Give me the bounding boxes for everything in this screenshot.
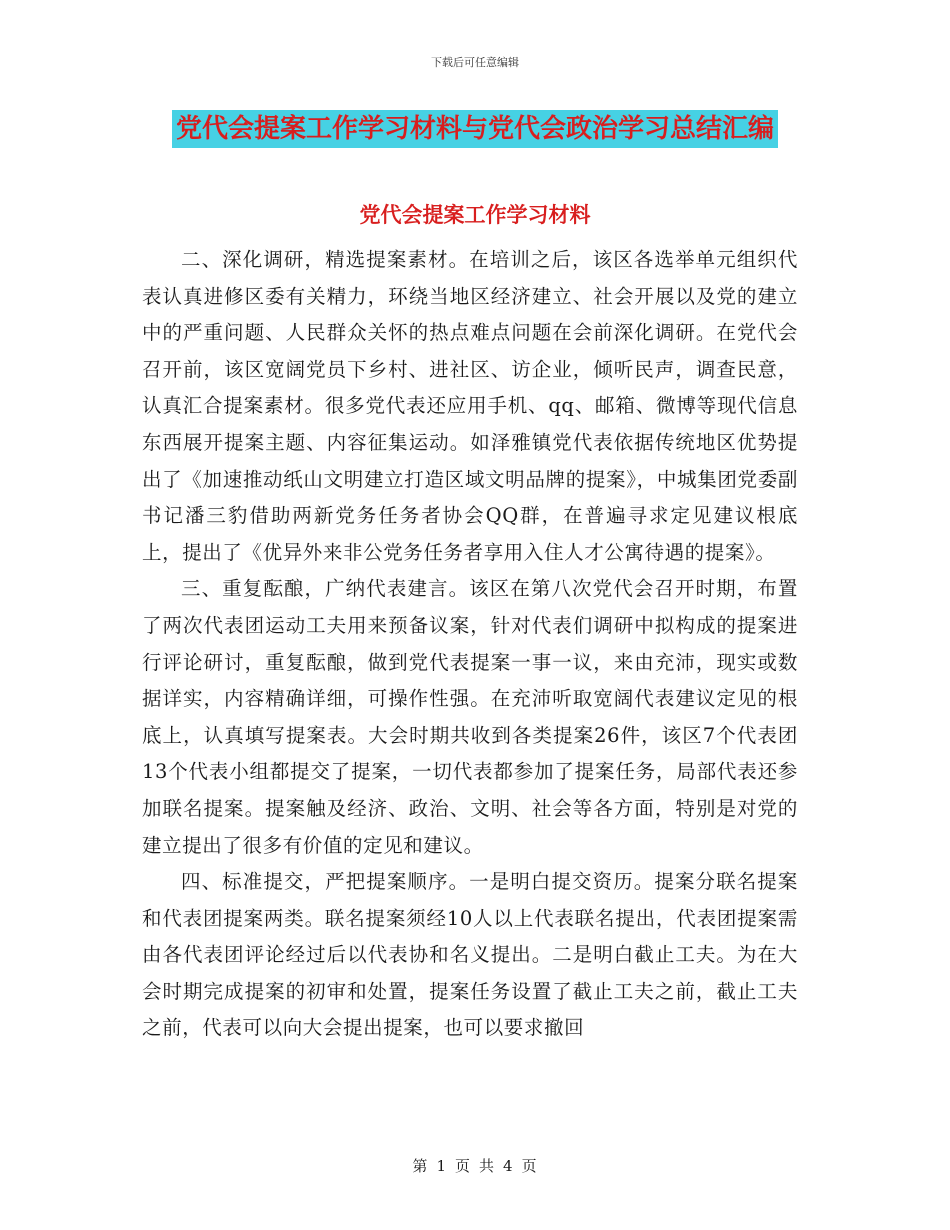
page-footer: [0, 1155, 950, 1176]
header-note: 下载后可任意编辑: [431, 56, 519, 69]
total-pages: 4: [503, 1157, 514, 1175]
page-mid: 页: [454, 1157, 471, 1175]
main-title-wrap: [0, 110, 950, 148]
paragraph-2: 二、深化调研，精选提案素材。在培训之后，该区各选举单元组织代表认真进修区委有关精力，环绕当地区经济建立、社会开展以及党的建立中的严重问题、人民群众关怀的热点难点问题在会前深化调研。在党代会召开前，该区宽阔党员下乡村、进社区、访企业，倾听民声，调查民意，认真汇合提案素材。很多党代表还应用手机、qq、邮箱、微博等现代信息东西展开提案主题、内容征集运动。如泽雅镇党代表依据传统地区优势提出了《加速推动纸山文明建立打造区域文明品牌的提案》，中城集团党委副书记潘三豹借助两新党务任务者协会QQ群，在普遍寻求定见建议根底上，提出了《优异外来非公党务任务者享用入住人才公寓待遇的提案》。: [142, 248, 798, 564]
page-prefix: 第: [412, 1157, 429, 1175]
document-body: [142, 242, 798, 1047]
paragraph-3: 三、重复酝酿，广纳代表建言。该区在第八次党代会召开时期，布置了两次代表团运动工夫用来预备议案，针对代表们调研中拟构成的提案进行评论研讨，重复酝酿，做到党代表提案一事一议，来由充沛，现实或数据详实，内容精确详细，可操作性强。在充沛听取宽阔代表建议定见的根底上，认真填写提案表。大会时期共收到各类提案26件，该区7个代表团13个代表小组都提交了提案，一切代表都参加了提案任务，局部代表还参加联名提案。提案触及经济、政治、文明、社会等各方面，特别是对党的建立提出了很多有价值的定见和建议。: [142, 577, 798, 857]
paragraph-4: 四、标准提交，严把提案顺序。一是明白提交资历。提案分联名提案和代表团提案两类。联名提案须经10人以上代表联名提出，代表团提案需由各代表团评论经过后以代表协和名义提出。二是明白截止工夫。为在大会时期完成提案的初审和处置，提案任务设置了截止工夫之前，截止工夫之前，代表可以向大会提出提案，也可以要求撤回: [142, 870, 798, 1040]
main-title: 党代会提案工作学习材料与党代会政治学习总结汇编: [172, 110, 778, 148]
total-prefix: 共: [479, 1157, 496, 1175]
page-number: 1: [436, 1157, 447, 1175]
page-suffix: 页: [521, 1157, 538, 1175]
section-title: 党代会提案工作学习材料: [359, 202, 591, 227]
